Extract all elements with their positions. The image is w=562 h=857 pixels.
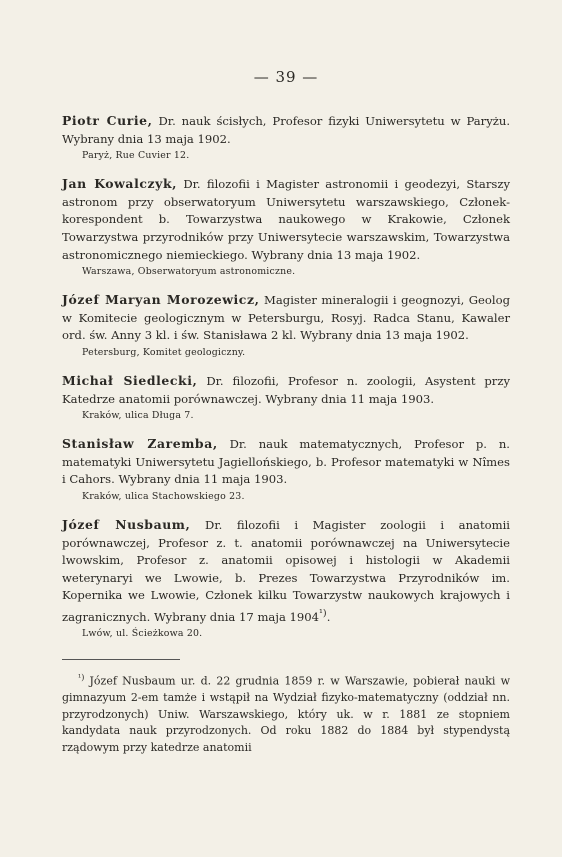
entry-text [62,516,510,626]
member-entry [62,516,510,641]
member-description: Dr. nauk ścisłych, Profesor fizyki Uniwersytetu w Paryżu. Wybrany dnia 13 maja 1902. [62,114,510,146]
entry-text [62,112,510,148]
member-address: Warszawa, Obserwatoryum astronomiczne. [82,266,296,278]
member-entry [62,372,510,423]
member-name: Stanisław Zaremba, [62,436,218,452]
member-description-end: . [326,609,331,624]
member-address: Paryż, Rue Cuvier 12. [82,150,190,162]
member-name: Jan Kowalczyk, [62,176,178,192]
member-name: Józef Maryan Morozewicz, [62,292,260,308]
member-name: Józef Nusbaum, [62,516,191,532]
member-description: Dr. nauk matematycznych, Profesor p. n. matematyki Uniwersytetu Jagiellońskiego, b. Profesor matematyki w Nîmes i Cahors. Wybrany dnia 11 maja 1903. [62,437,510,487]
footnote-divider [62,659,180,660]
page-number: — 39 — [253,68,319,86]
footnote-text [62,670,510,756]
member-entry [62,291,510,360]
entry-text [62,435,510,489]
member-description: Dr. filozofii i Magister astronomii i geodezyi, Starszy astronom przy obserwatoryum Uniwersytetu warszawskiego, Członek-korespondent b. Towarzystwa naukowego w Krakowie, Członek Towarzystwa przyrodników przy Uniwersytecie warszawskim, Towarzystwa astronomicznego niemieckiego. Wybrany dnia 13 maja 1902. [62,177,510,262]
footnote-body: Józef Nusbaum ur. d. 22 grudnia 1859 r. w Warszawie, pobierał nauki w gimnazyum 2-em tamże i wstąpił na Wydział fizyko-matematyczny (oddział nn. przyrodzonych) Uniw. Warszawskiego, który uk. w r. 1881 ze stopniem kandydata nauk przyrodzonych. Od roku 1882 do 1884 był stypendystą rządowym przy katedrze anatomii [62,674,510,754]
member-address: Lwów, ul. Ścieżkowa 20. [82,628,203,640]
member-description: Dr. filozofii, Profesor n. zoologii, Asystent przy Katedrze anatomii porównawczej. Wybrany dnia 11 maja 1903. [62,373,510,406]
entry-text [62,291,510,345]
member-name: Michał Siedlecki, [62,372,198,388]
member-address: Kraków, ulica Stachowskiego 23. [82,490,245,502]
entry-text [62,372,510,408]
footnote-mark: ¹) [78,673,85,683]
member-address: Petersburg, Komitet geologiczny. [82,346,246,358]
member-description: Dr. filozofii i Magister zoologii i anatomii porównawczej, Profesor z. t. anatomii porównawczej na Uniwersytecie lwowskim, Profesor z. anatomii opisowej i histologii w Akademii weterynaryi we Lwowie, b. Prezes Towarzystwa Przyrodników im. Kopernika we Lwowie, Członek kilku Towarzystw naukowych krajowych i zagranicznych. Wybrany dnia 17 maja 1904 [62,517,510,624]
member-entry [62,175,510,279]
member-entry [62,112,510,163]
member-name: Piotr Curie, [62,113,153,128]
footnote [62,670,510,756]
member-entry [62,435,510,504]
entry-text [62,175,510,264]
footnote-reference[interactable]: ¹) [319,607,327,619]
member-description: Magister mineralogii i geognozyi, Geolog w Komitecie geologicznym w Petersburgu, Rosyj. Radca Stanu, Kawaler ord. św. Anny 3 kl. i św. Stanisława 2 kl. Wybrany dnia 13 maja 1902. [62,293,511,343]
member-address: Kraków, ulica Długa 7. [82,410,194,422]
